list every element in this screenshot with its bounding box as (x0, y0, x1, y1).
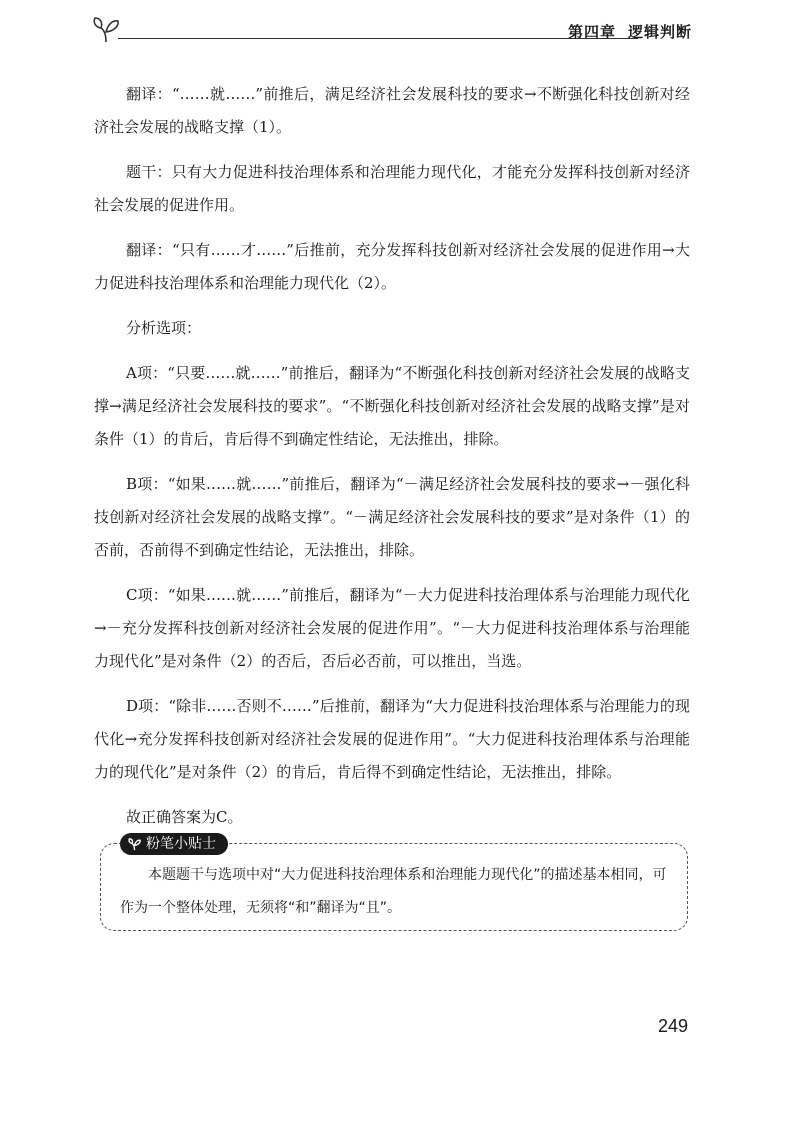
paragraph: 题干：只有大力促进科技治理体系和治理能力现代化，才能充分发挥科技创新对经济社会发展的促进作用。 (94, 163, 690, 214)
paragraph: 分析选项： (126, 319, 202, 337)
chapter-number: 第四章 (567, 23, 616, 41)
header-rule (118, 38, 638, 39)
paragraph: C项：“如果……就……”前推后，翻译为“－大力促进科技治理体系与治理能力现代化→－充分发挥科技创新对经济社会发展的促进作用”。“－大力促进科技治理体系与治理能力现代化”是对条件（2）的否后，否后必否前，可以推出，当选。 (94, 586, 690, 670)
tip-label (120, 833, 228, 855)
page-number: 249 (657, 1016, 688, 1036)
body-text (94, 78, 690, 846)
page-header (92, 12, 692, 42)
paragraph: 翻译：“……就……”前推后，满足经济社会发展科技的要求→不断强化科技创新对经济社会发展的战略支撑（1）。 (94, 85, 690, 136)
paragraph: 故正确答案为C。 (126, 808, 243, 826)
chapter-title (568, 21, 692, 42)
tip-text: 本题题干与选项中对“大力促进科技治理体系和治理能力现代化”的描述基本相同，可作为一个整体处理，无须将“和”翻译为“且”。 (120, 867, 667, 916)
sprout-icon (92, 14, 122, 44)
sprout-icon (128, 837, 142, 851)
paragraph: A项：“只要……就……”前推后，翻译为“不断强化科技创新对经济社会发展的战略支撑→满足经济社会发展科技的要求”。“不断强化科技创新对经济社会发展的战略支撑”是对条件（1）的肯后，肯后得不到确定性结论，无法推出，排除。 (94, 364, 690, 448)
section-title: 逻辑判断 (627, 23, 692, 41)
paragraph: D项：“除非……否则不……”后推前，翻译为“大力促进科技治理体系与治理能力的现代化→充分发挥科技创新对经济社会发展的促进作用”。“大力促进科技治理体系与治理能力的现代化”是对条件（2）的肯后，肯后得不到确定性结论，无法推出，排除。 (94, 697, 690, 781)
paragraph: 翻译：“只有……才……”后推前，充分发挥科技创新对经济社会发展的促进作用→大力促进科技治理体系和治理能力现代化（2）。 (94, 241, 690, 292)
paragraph: B项：“如果……就……”前推后，翻译为“－满足经济社会发展科技的要求→－强化科技创新对经济社会发展的战略支撑”。“－满足经济社会发展科技的要求”是对条件（1）的否前，否前得不到确定性结论，无法推出，排除。 (94, 475, 690, 559)
tip-label-text: 粉笔小贴士 (146, 836, 216, 852)
